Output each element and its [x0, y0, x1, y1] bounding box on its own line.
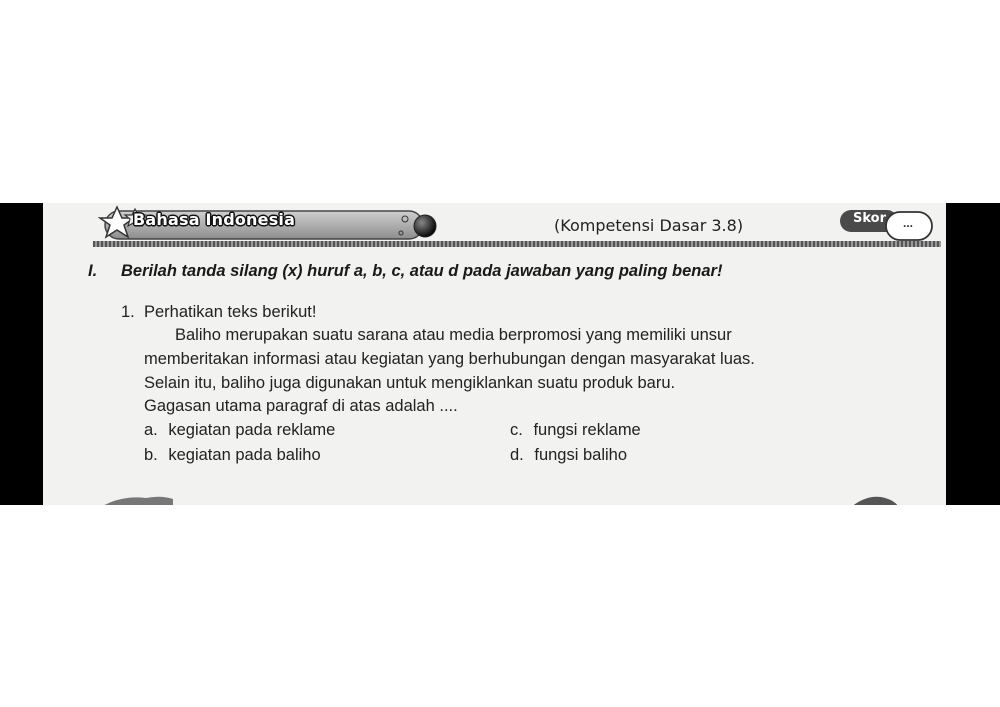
- reading-paragraph: [144, 323, 939, 395]
- competency-label: (Kompetensi Dasar 3.8): [554, 216, 744, 235]
- section-number: I.: [88, 262, 98, 280]
- left-black-bar: [0, 203, 43, 505]
- ball-icon: [414, 215, 436, 237]
- subject-title: Bahasa Indonesia: [133, 210, 296, 229]
- header-divider: [93, 241, 941, 247]
- option-text: kegiatan pada reklame: [168, 421, 336, 439]
- paragraph-line: memberitakan informasi atau kegiatan yang berhubungan dengan masyarakat luas.: [144, 350, 755, 368]
- option-text: fungsi reklame: [533, 421, 641, 439]
- footer-ornament-right: [851, 493, 901, 505]
- option-letter: b.: [144, 446, 158, 464]
- question-number: 1.: [121, 303, 135, 321]
- question-lead: Perhatikan teks berikut!: [144, 303, 317, 321]
- option-letter: a.: [144, 421, 158, 439]
- option-a[interactable]: [144, 421, 335, 440]
- score-label: Skor: [853, 211, 887, 226]
- paragraph-line: Selain itu, baliho juga digunakan untuk mengiklankan suatu produk baru.: [144, 374, 676, 392]
- option-d[interactable]: [510, 446, 627, 465]
- option-c[interactable]: [510, 421, 641, 440]
- option-text: fungsi baliho: [534, 446, 628, 464]
- worksheet: [43, 203, 946, 505]
- question-stem: Gagasan utama paragraf di atas adalah ....: [144, 397, 458, 415]
- option-b[interactable]: [144, 446, 321, 465]
- option-letter: d.: [510, 446, 524, 464]
- score-value: ...: [903, 216, 914, 230]
- footer-ornament-left: [101, 495, 191, 505]
- paragraph-line: Baliho merupakan suatu sarana atau media berpromosi yang memiliki unsur: [175, 326, 732, 344]
- right-black-bar: [946, 203, 1000, 505]
- instruction-text: Berilah tanda silang (x) huruf a, b, c, atau d pada jawaban yang paling benar!: [121, 262, 723, 280]
- option-letter: c.: [510, 421, 523, 439]
- option-text: kegiatan pada baliho: [168, 446, 321, 464]
